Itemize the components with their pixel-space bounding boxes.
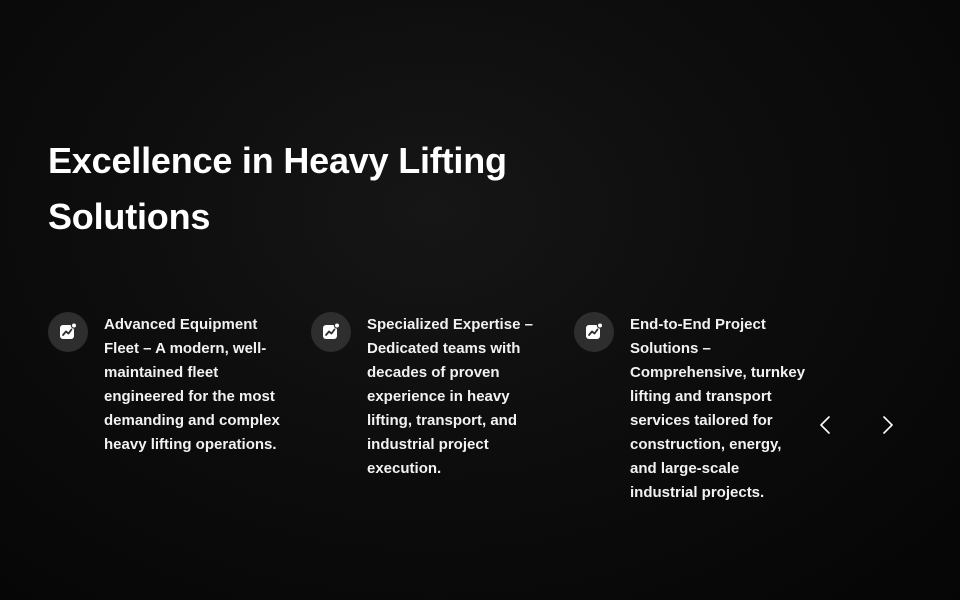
feature-item [48,312,284,457]
feature-text: Specialized Expertise – Dedicated teams with decades of proven experience in heavy lifting, transport, and industrial project execution. [367,316,533,477]
feature-item [311,312,547,481]
carousel-next-button[interactable] [873,410,903,440]
carousel-prev-button[interactable] [810,410,840,440]
trend-chart-icon [311,312,351,352]
feature-text: Advanced Equipment Fleet – A modern, well-maintained fleet engineered for the most demanding and complex heavy lifting operations. [104,316,280,453]
feature-item [574,312,810,505]
features-carousel [48,312,808,542]
trend-chart-icon [574,312,614,352]
feature-text: End-to-End Project Solutions – Comprehensive, turnkey lifting and transport services tailored for construction, energy, and large-scale industrial projects. [630,316,806,501]
chevron-left-icon [819,415,831,435]
section-title: Excellence in Heavy Lifting Solutions [48,140,507,237]
chevron-right-icon [882,415,894,435]
trend-chart-icon [48,312,88,352]
